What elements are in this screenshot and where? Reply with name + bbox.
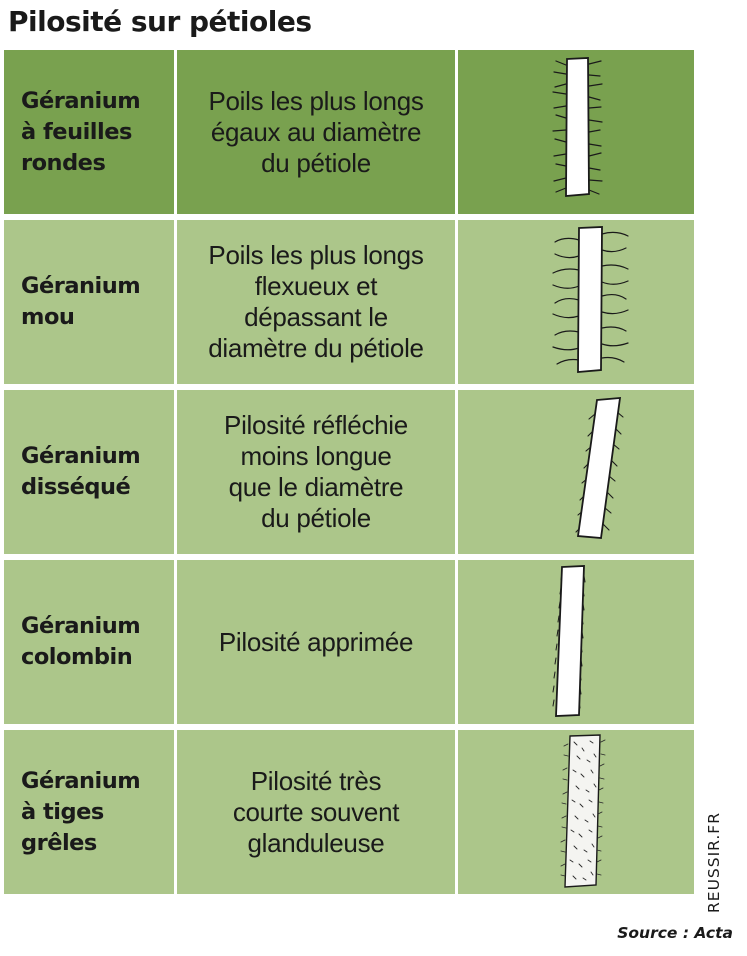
page-title: Pilosité sur pétioles: [8, 5, 312, 38]
species-name-cell: Géranium mou: [4, 220, 174, 384]
petiole-stem: [556, 566, 584, 716]
petiole-long-straight-hairs-illustration: [458, 50, 694, 214]
petiole-appressed-hairs-illustration: [458, 560, 694, 724]
petiole-illustration-cell: [458, 390, 694, 554]
petiole-glandular-hairs-illustration: [458, 730, 694, 894]
hair-description-cell: Pilosité très courte souvent glanduleuse: [177, 730, 455, 894]
hair-description-cell: Poils les plus longs égaux au diamètre du pétiole: [177, 50, 455, 214]
species-name-cell: Géranium colombin: [4, 560, 174, 724]
species-name-cell: Géranium à feuilles rondes: [4, 50, 174, 214]
petiole-illustration-cell: [458, 220, 694, 384]
petiole-illustration-cell: [458, 560, 694, 724]
hair-description-cell: Poils les plus longs flexueux et dépassant le diamètre du pétiole: [177, 220, 455, 384]
hair-description-cell: Pilosité apprimée: [177, 560, 455, 724]
source-note: Source : Acta: [617, 924, 733, 942]
petiole-illustration-cell: [458, 50, 694, 214]
petiole-stem: [566, 58, 589, 196]
petiole-stem: [578, 227, 602, 372]
hair-description-cell: Pilosité réfléchie moins longue que le diamètre du pétiole: [177, 390, 455, 554]
petiole-flexuous-hairs-illustration: [458, 220, 694, 384]
petiole-stem: [565, 735, 600, 887]
species-name-cell: Géranium à tiges grêles: [4, 730, 174, 894]
publisher-credit: REUSSIR.FR: [705, 812, 723, 913]
species-name-cell: Géranium disséqué: [4, 390, 174, 554]
petiole-reflexed-hairs-illustration: [458, 390, 694, 554]
petiole-illustration-cell: [458, 730, 694, 894]
comparison-table: [4, 50, 694, 858]
